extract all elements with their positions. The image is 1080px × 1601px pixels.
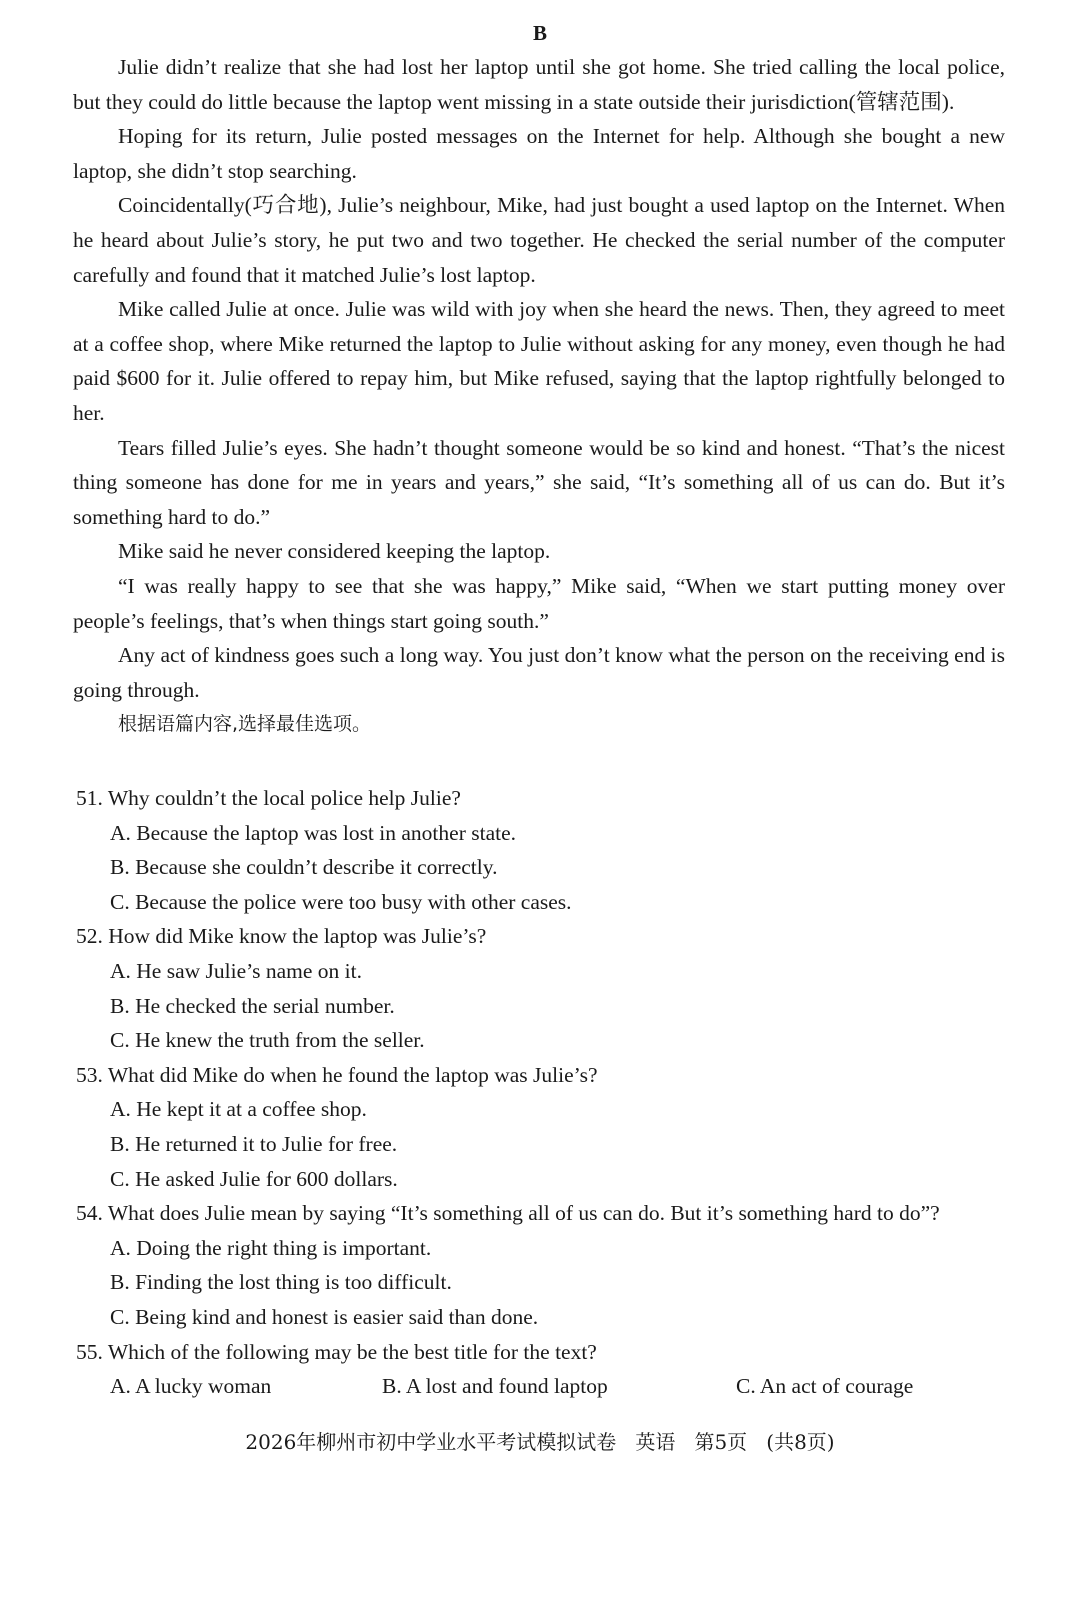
subject-label: 英语 (635, 1430, 676, 1454)
question-52 (76, 919, 1008, 1057)
question-stem (76, 1335, 1008, 1370)
passage-paragraph: Any act of kindness goes such a long way. You just don’t know what the person on the receiving end is going through. (73, 643, 1005, 702)
option-a[interactable]: A. He saw Julie’s name on it. (110, 958, 362, 983)
question-text: How did Mike know the laptop was Julie’s? (108, 924, 487, 949)
option-b[interactable]: B. He returned it to Julie for free. (110, 1131, 398, 1156)
exam-title: 2026年柳州市初中学业水平考试模拟试卷 (245, 1430, 617, 1454)
option-c[interactable]: C. Being kind and honest is easier said than done. (110, 1304, 539, 1329)
option-a[interactable]: A. A lucky woman (110, 1374, 272, 1399)
question-stem (76, 919, 1008, 954)
option-a[interactable]: A. Because the laptop was lost in another state. (110, 820, 517, 845)
question-instruction: 根据语篇内容,选择最佳选项。 (118, 713, 372, 736)
question-stem (76, 1196, 1008, 1231)
question-number: 53. (76, 1062, 103, 1087)
passage-paragraph: Mike called Julie at once. Julie was wild with joy when she heard the news. Then, they agreed to meet at a coffee shop, where Mike returned the laptop to Julie without asking for any money, even though he had paid $600 for it. Julie offered to repay him, but Mike refused, saying that the laptop rightfully belonged to her. (73, 297, 1005, 425)
reading-passage (73, 50, 1005, 742)
option-a[interactable]: A. Doing the right thing is important. (110, 1235, 432, 1260)
question-number: 55. (76, 1339, 103, 1364)
option-c[interactable]: C. An act of courage (736, 1374, 914, 1399)
passage-paragraph: “I was really happy to see that she was happy,” Mike said, “When we start putting money over people’s feelings, that’s when things start going south.” (73, 573, 1005, 633)
page-number: 第5页 (694, 1430, 748, 1454)
question-53 (76, 1058, 1008, 1196)
question-number: 54. (76, 1201, 103, 1226)
passage-paragraph: Coincidentally(巧合地), Julie’s neighbour, Mike, had just bought a used laptop on the Internet. When he heard about Julie’s story, he put two and two together. He checked the serial number of the computer carefully and found that it matched Julie’s lost laptop. (73, 193, 1005, 287)
question-number: 51. (76, 786, 103, 810)
question-text: What does Julie mean by saying “It’s something all of us can do. But it’s something hard to do”? (107, 1201, 940, 1226)
option-row (76, 1369, 1008, 1404)
question-text: Why couldn’t the local police help Julie? (107, 786, 461, 810)
section-label: B (532, 21, 547, 45)
question-text: Which of the following may be the best title for the text? (107, 1339, 597, 1364)
option-b[interactable]: B. A lost and found laptop (382, 1374, 608, 1399)
question-stem (76, 1058, 1008, 1093)
question-51 (76, 781, 1008, 919)
option-b[interactable]: B. He checked the serial number. (110, 993, 395, 1018)
question-text: What did Mike do when he found the laptop was Julie’s? (107, 1062, 598, 1087)
option-c[interactable]: C. Because the police were too busy with other cases. (110, 889, 572, 914)
page-footer (0, 1427, 1080, 1457)
question-list (76, 781, 1008, 1404)
option-c[interactable]: C. He knew the truth from the seller. (110, 1028, 425, 1053)
question-54 (76, 1196, 1008, 1334)
option-c[interactable]: C. He asked Julie for 600 dollars. (110, 1166, 398, 1191)
question-number: 52. (76, 924, 103, 949)
passage-paragraph: Mike said he never considered keeping the laptop. (118, 539, 551, 564)
question-stem (76, 781, 1008, 816)
question-55 (76, 1335, 1008, 1404)
passage-paragraph: Hoping for its return, Julie posted messages on the Internet for help. Although she bought a new laptop, she didn’t stop searching. (73, 124, 1005, 183)
passage-paragraph: Julie didn’t realize that she had lost her laptop until she got home. She tried calling the local police, but they could do little because the laptop went missing in a state outside their jurisdiction(管辖范围). (73, 55, 1005, 114)
option-b[interactable]: B. Because she couldn’t describe it correctly. (110, 855, 498, 880)
page-total: (共8页) (766, 1430, 835, 1454)
option-b[interactable]: B. Finding the lost thing is too difficult. (110, 1270, 452, 1295)
option-a[interactable]: A. He kept it at a coffee shop. (110, 1097, 367, 1122)
passage-paragraph: Tears filled Julie’s eyes. She hadn’t thought someone would be so kind and honest. “That’s the nicest thing someone has done for me in years and years,” she said, “It’s something all of us can do. But it’s something hard to do.” (73, 435, 1005, 529)
